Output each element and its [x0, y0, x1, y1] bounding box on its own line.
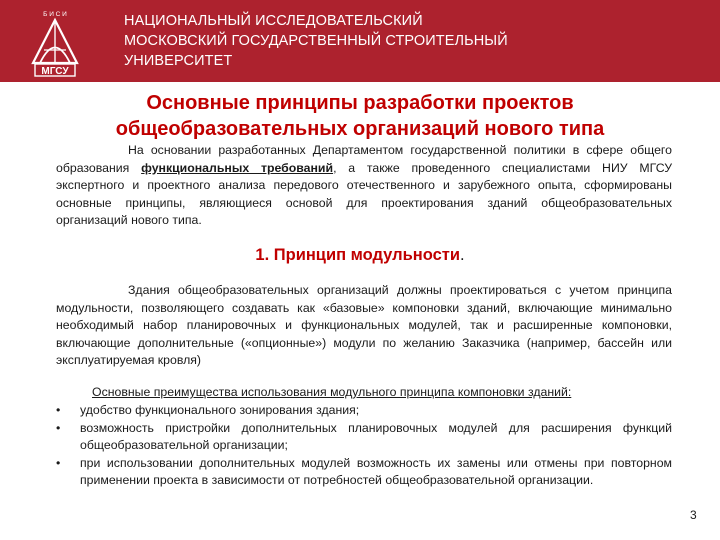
- list-item-text: возможность пристройки дополнительных планировочных модулей для расширения функций общеобразовательной организации;: [80, 420, 672, 453]
- intro-text-before: На основании разработанных Департаментом государственной политики в сфере общего образования: [56, 143, 672, 175]
- logo-text: МГСУ: [41, 66, 69, 77]
- page-number: 3: [690, 508, 697, 522]
- title-line-1: Основные принципы разработки проектов: [146, 92, 574, 114]
- university-line-3: УНИВЕРСИТЕТ: [124, 53, 233, 69]
- list-item: [56, 420, 672, 455]
- logo-top-letters: Б И С И: [43, 11, 67, 18]
- university-name: [124, 11, 508, 71]
- section-heading: [0, 246, 720, 265]
- intro-text-after: , а также проведенного специалистами НИУ МГСУ экспертного и проектного анализа передового отечественного и зарубежного опыта, сформированы основные принципы, являющиеся основой для проектирования зданий общеобразовательных организаций нового типа.: [56, 160, 673, 228]
- list-item-text: удобство функционального зонирования здания;: [80, 403, 360, 417]
- bullet-icon: •: [56, 403, 61, 417]
- list-item-text: при использовании дополнительных модулей возможность их замены или отмены при повторном применении проекта в зависимости от потребностей общеобразовательной организации.: [80, 455, 672, 488]
- intro-emphasis: функциональных требований: [141, 160, 334, 175]
- list-item: [56, 455, 672, 490]
- list-item: [56, 402, 672, 420]
- university-logo: [26, 8, 84, 78]
- university-line-2: МОСКОВСКИЙ ГОСУДАРСТВЕННЫЙ СТРОИТЕЛЬНЫЙ: [124, 33, 508, 49]
- university-line-1: НАЦИОНАЛЬНЫЙ ИССЛЕДОВАТЕЛЬСКИЙ: [124, 13, 423, 29]
- intro-paragraph: [56, 142, 672, 230]
- slide-title: [40, 90, 680, 142]
- advantages-heading: Основные преимущества использования модульного принципа компоновки зданий:: [92, 385, 572, 399]
- principle-paragraph: [56, 282, 672, 370]
- section-heading-text: 1. Принцип модульности: [255, 246, 460, 264]
- advantages-list: [56, 402, 672, 490]
- principle-text: Здания общеобразовательных организаций должны проектироваться с учетом принципа модульности, позволяющего создавать как «базовые» компоновки зданий, включающие минимально необходимый набор планировочных и функциональных модулей, так и расширенные компоновки, включающие дополнительные («опционные») модули по желанию Заказчика (например, бассейн или эксплуатируемая кровля): [56, 283, 672, 368]
- bullet-icon: •: [56, 455, 61, 470]
- section-heading-dot: .: [459, 246, 465, 264]
- bullet-icon: •: [56, 420, 61, 435]
- header-bar: [0, 0, 720, 82]
- title-line-2: общеобразовательных организаций нового типа: [115, 118, 605, 140]
